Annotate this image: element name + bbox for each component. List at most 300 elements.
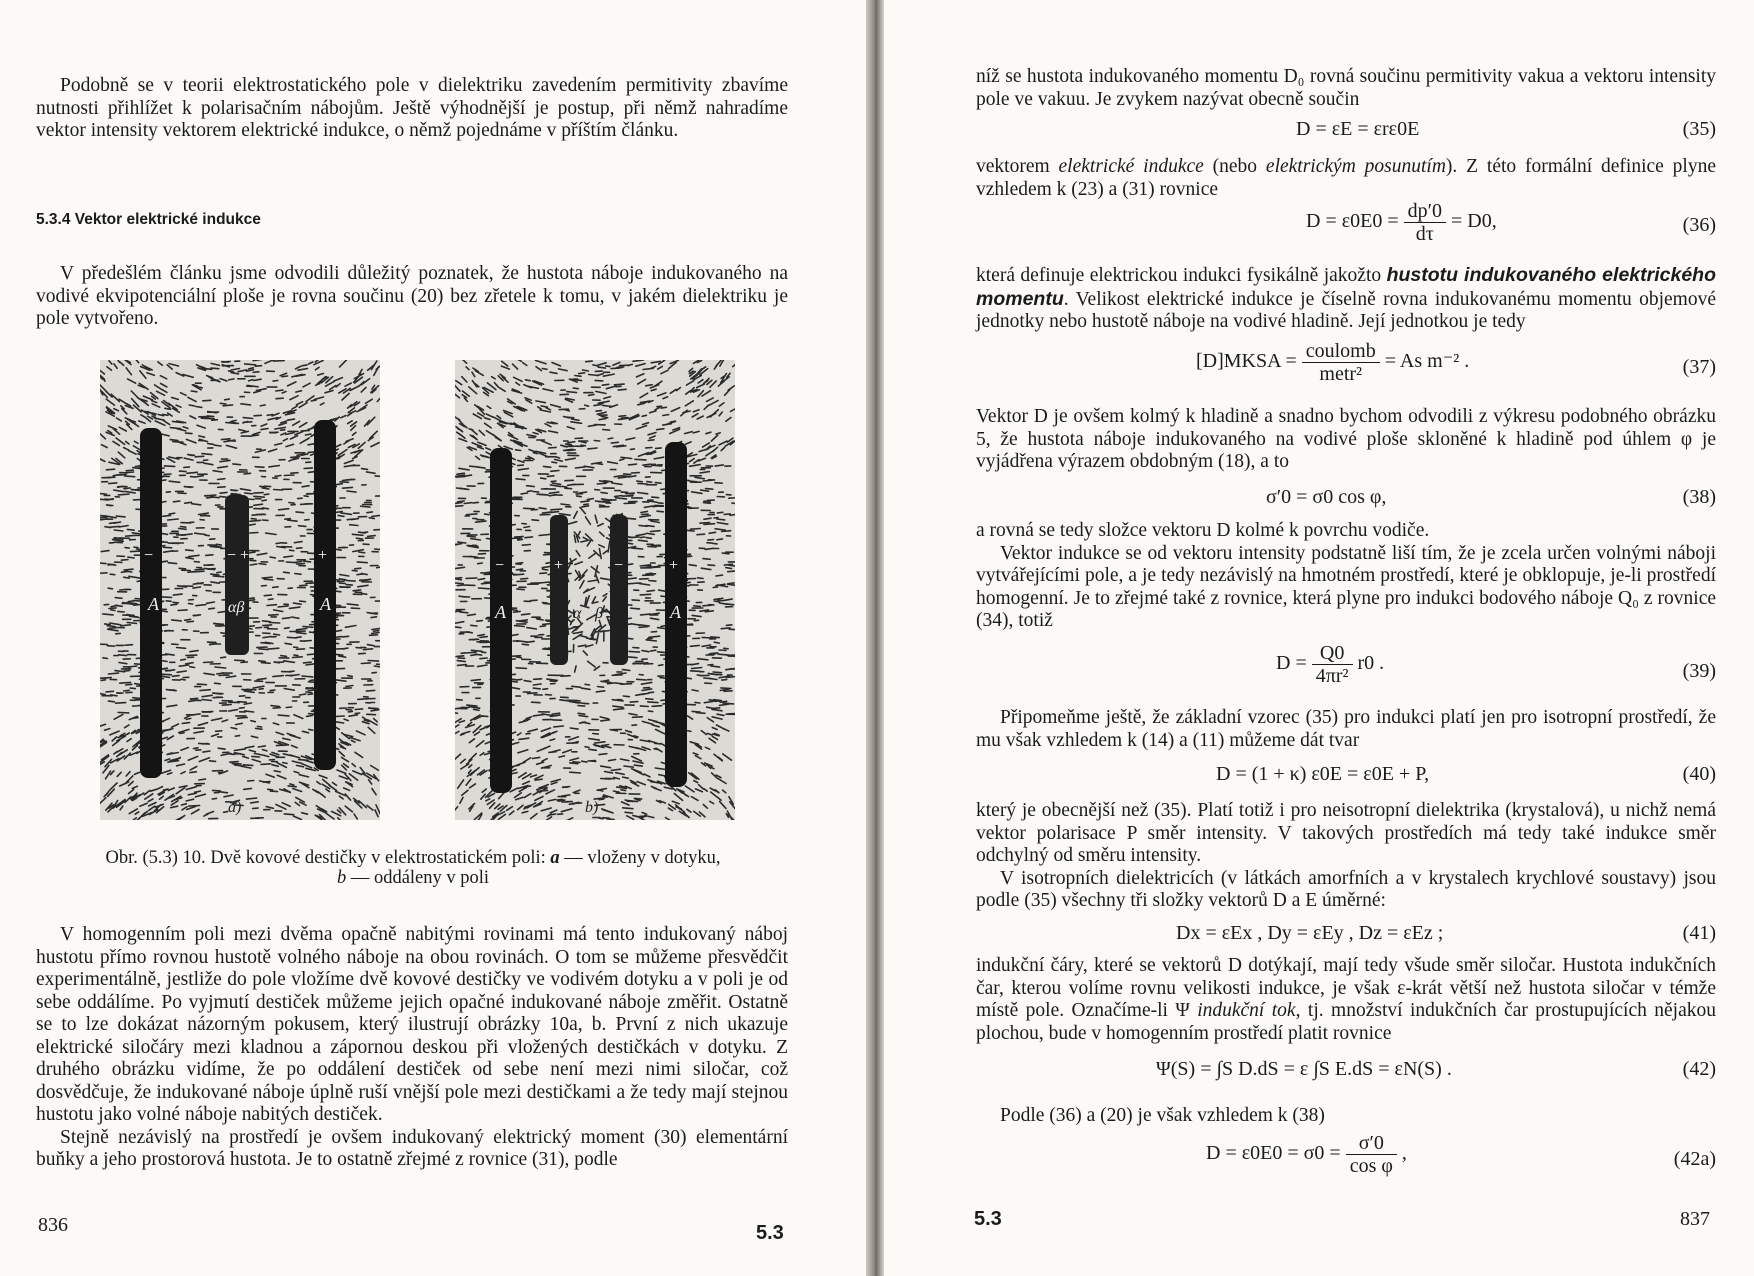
- iron-filing: [184, 487, 191, 488]
- plate-label-left: A: [148, 594, 159, 614]
- iron-filing: [205, 495, 216, 496]
- iron-filing: [285, 628, 290, 629]
- iron-filing: [294, 542, 302, 543]
- iron-filing: [589, 395, 595, 396]
- iron-filing: [540, 495, 549, 496]
- iron-filing: [632, 600, 639, 601]
- iron-filing: [593, 734, 599, 735]
- iron-filing: [363, 649, 372, 650]
- iron-filing: [135, 599, 141, 600]
- iron-filing: [109, 628, 116, 629]
- iron-filing: [225, 399, 230, 400]
- iron-filing: [127, 622, 136, 623]
- iron-filing: [471, 650, 482, 651]
- iron-filing: [663, 415, 669, 416]
- iron-filing: [188, 455, 194, 456]
- iron-filing: [473, 502, 479, 503]
- iron-filing: [276, 390, 283, 391]
- iron-filing: [698, 659, 708, 660]
- iron-filing: [458, 665, 467, 666]
- iron-filing: [297, 454, 304, 455]
- iron-filing: [100, 515, 106, 516]
- iron-filing: [288, 637, 297, 638]
- iron-filing: [466, 514, 477, 515]
- iron-filing: [527, 486, 535, 487]
- iron-filing: [127, 529, 134, 530]
- plate-label-right: A: [670, 602, 681, 622]
- iron-filing: [173, 442, 183, 443]
- iron-filing: [549, 752, 556, 753]
- iron-filing: [116, 703, 126, 704]
- iron-filing: [637, 679, 647, 680]
- iron-filing: [211, 574, 219, 575]
- iron-filing: [635, 459, 646, 460]
- iron-filing: [656, 448, 662, 449]
- iron-filing: [717, 539, 723, 540]
- iron-filing: [460, 612, 468, 613]
- iron-filing: [309, 729, 313, 730]
- iron-filing: [732, 503, 735, 504]
- iron-filing: [169, 481, 180, 482]
- page-number: 836: [38, 1214, 68, 1236]
- right-page: [884, 0, 1754, 1276]
- paragraph-7: Připomeňme ještě, že základní vzorec (35) pro indukci platí jen pro isotropní prostředí, že mu však vzhledem k (14) a (11) můžeme dát tvar: [976, 707, 1716, 751]
- iron-filing: [724, 648, 728, 649]
- iron-filing: [100, 493, 106, 494]
- iron-filing: [528, 693, 537, 694]
- iron-filing: [702, 637, 712, 638]
- figure-caption: [38, 848, 788, 888]
- iron-filing: [511, 609, 517, 610]
- iron-filing: [568, 484, 575, 485]
- iron-filing: [712, 543, 717, 544]
- iron-filing: [335, 668, 345, 669]
- paragraph-1: níž se hustota indukovaného momentu D₀ rovná součinu permitivity vakua a vektoru intensity pole ve vakuu. Je zvykem nazývat obecně součin: [976, 66, 1716, 110]
- iron-filing: [706, 489, 713, 490]
- iron-filing: [162, 597, 171, 598]
- iron-filing: [254, 496, 264, 497]
- iron-filing: [217, 572, 221, 573]
- iron-filing: [288, 419, 295, 420]
- iron-filing: [467, 545, 478, 546]
- paragraph-homogeneous: V homogenním poli mezi dvěma opačně nabitými rovinami má tento indukovaný náboj hustotu přímo rovnou hustotě volného náboje na obou rovinách. O tom se můžeme přesvědčit experimentálně, jestliže do pole vložíme dvě kovové destičky ve vodivém dotyku a v poli je od sebe oddálíme. Po vyjmutí destiček můžeme jejich opačné indukované náboje změřit. Ostatně se to lze dokázat názorným pokusem, který ilustrují obrázky 10a, b. První z nich ukazuje elektrické siločáry mezi kladnou a zápornou deskou při vložených destičkách v dotyku. Z druhého obrázku vidíme, že po oddálení destiček od sebe není mezi nimi siločar, což dosvědčuje, že indukované náboje úplně ruší vnější pole mezi destičkami a že tedy mají stejnou hustotu jako volné náboje nabitých destiček.: [36, 924, 788, 1125]
- iron-filing: [267, 605, 276, 606]
- iron-filing: [570, 728, 578, 729]
- iron-filing: [516, 450, 521, 451]
- iron-filing: [109, 608, 116, 609]
- iron-filing: [601, 492, 607, 493]
- iron-filing: [170, 428, 180, 429]
- equation-42a: D = ε0E0 = σ0 = $\frac{\sigma'0}{\text{cos φ}}$ , (42a): [1206, 1132, 1716, 1177]
- iron-filing: [480, 658, 487, 659]
- iron-filing: [300, 601, 306, 602]
- sign-3: +: [240, 547, 250, 564]
- iron-filing: [306, 583, 311, 584]
- iron-filing: [640, 706, 648, 707]
- iron-filing: [214, 624, 223, 625]
- iron-filing: [270, 690, 275, 691]
- iron-filing: [252, 514, 263, 515]
- iron-filing: [573, 762, 580, 763]
- iron-filing: [566, 417, 573, 418]
- iron-filing: [628, 801, 638, 802]
- iron-filing: [193, 571, 204, 572]
- iron-filing: [343, 636, 349, 637]
- iron-filing: [215, 683, 221, 684]
- iron-filing: [308, 694, 313, 695]
- iron-filing: [309, 714, 315, 715]
- iron-filing: [552, 713, 559, 714]
- iron-filing: [222, 704, 231, 705]
- iron-filing: [374, 631, 379, 632]
- iron-filing: [530, 600, 537, 601]
- iron-filing: [170, 440, 178, 441]
- iron-filing: [623, 777, 629, 778]
- iron-filing: [525, 537, 533, 538]
- iron-filing: [179, 528, 187, 529]
- caption-a: a: [550, 848, 560, 868]
- iron-filing: [124, 690, 130, 691]
- iron-filing: [578, 713, 585, 714]
- iron-filing: [186, 433, 193, 434]
- iron-filing: [643, 464, 650, 465]
- iron-filing: [591, 761, 596, 762]
- iron-filing: [641, 537, 645, 538]
- iron-filing: [724, 514, 730, 515]
- iron-filing: [583, 370, 589, 371]
- iron-filing: [103, 614, 113, 615]
- iron-filing: [164, 466, 174, 467]
- iron-filing: [221, 657, 226, 658]
- iron-filing: [714, 642, 719, 643]
- book-gutter: [866, 0, 884, 1276]
- iron-filing: [285, 519, 291, 520]
- equation-39: D = $\frac{Q0}{\text{4πr²}}$ r0 . (39): [1276, 642, 1716, 687]
- iron-filing: [514, 574, 524, 575]
- iron-filing: [108, 564, 114, 565]
- iron-filing: [600, 505, 605, 506]
- iron-filing: [213, 576, 224, 577]
- iron-filing: [296, 512, 304, 513]
- iron-filing: [279, 509, 289, 510]
- iron-filing: [586, 361, 593, 362]
- iron-filing: [336, 549, 341, 550]
- iron-filing: [372, 515, 380, 516]
- iron-filing: [700, 523, 710, 524]
- iron-filing: [188, 572, 194, 573]
- iron-filing: [307, 716, 313, 717]
- iron-filing: [202, 454, 212, 455]
- iron-filing: [196, 407, 202, 408]
- intro-paragraph: Podobně se v teorii elektrostatického pole v dielektriku zavedením permitivity zbavíme nutnosti přihlížet k polarisačním nábojům. Ještě výhodnější je postup, při němž nahradíme vektor intensity vektorem elektrické indukce, o němž pojednáme v příštím článku.: [36, 75, 788, 141]
- iron-filing: [177, 648, 186, 649]
- iron-filing: [199, 779, 206, 780]
- iron-filing: [566, 444, 572, 445]
- iron-filing: [455, 506, 463, 507]
- plate-middle: [225, 495, 249, 655]
- iron-filing: [652, 497, 659, 498]
- iron-filing: [166, 601, 171, 602]
- iron-filing: [646, 699, 653, 700]
- iron-filing: [114, 542, 122, 543]
- iron-filing: [478, 554, 485, 555]
- plate-alpha: [550, 515, 568, 665]
- iron-filing: [551, 471, 559, 472]
- iron-filing: [220, 492, 227, 493]
- iron-filing: [274, 490, 283, 491]
- iron-filing: [596, 411, 601, 412]
- iron-filing: [616, 446, 626, 447]
- iron-filing: [359, 653, 366, 654]
- iron-filing: [258, 746, 265, 747]
- iron-filing: [355, 713, 360, 714]
- iron-filing: [639, 627, 648, 628]
- iron-filing: [259, 564, 266, 565]
- iron-filing: [478, 635, 485, 636]
- iron-filing: [262, 577, 272, 578]
- iron-filing: [551, 512, 559, 513]
- iron-filing: [270, 623, 280, 624]
- iron-filing: [303, 662, 311, 663]
- iron-filing: [126, 684, 132, 685]
- iron-filing: [540, 582, 549, 583]
- iron-filing: [471, 625, 477, 626]
- iron-filing: [516, 563, 523, 564]
- iron-filing: [655, 483, 661, 484]
- iron-filing: [361, 663, 370, 664]
- iron-filing: [129, 601, 135, 602]
- iron-filing: [187, 621, 194, 622]
- iron-filing: [244, 473, 251, 474]
- iron-filing: [305, 434, 311, 435]
- iron-filing: [163, 547, 171, 548]
- iron-filing: [587, 499, 593, 500]
- iron-filing: [657, 406, 662, 407]
- iron-filing: [570, 763, 578, 764]
- iron-filing: [215, 445, 221, 446]
- iron-filing: [211, 497, 219, 498]
- iron-filing: [172, 620, 182, 621]
- iron-filing: [252, 756, 260, 757]
- iron-filing: [291, 473, 298, 474]
- iron-filing: [581, 501, 589, 502]
- iron-filing: [369, 518, 374, 519]
- iron-filing: [239, 708, 244, 709]
- iron-filing: [598, 367, 605, 368]
- iron-filing: [229, 379, 234, 380]
- iron-filing: [649, 692, 653, 693]
- iron-filing: [692, 668, 702, 669]
- iron-filing: [723, 703, 734, 704]
- iron-filing: [543, 689, 548, 690]
- iron-filing: [466, 652, 476, 653]
- iron-filing: [470, 466, 478, 467]
- iron-filing: [516, 569, 522, 570]
- iron-filing: [200, 690, 210, 691]
- iron-filing: [477, 621, 483, 622]
- iron-filing: [551, 481, 556, 482]
- iron-filing: [215, 667, 226, 668]
- iron-filing: [704, 678, 712, 679]
- iron-filing: [283, 618, 291, 619]
- iron-filing: [189, 405, 194, 406]
- iron-filing: [728, 571, 735, 572]
- iron-filing: [621, 492, 625, 493]
- iron-filing: [213, 790, 221, 791]
- iron-filing: [651, 650, 656, 651]
- iron-filing: [598, 790, 603, 791]
- iron-filing: [658, 503, 663, 504]
- iron-filing: [114, 530, 123, 531]
- iron-filing: [631, 608, 640, 609]
- sign-4: +: [318, 547, 328, 564]
- iron-filing: [711, 653, 718, 654]
- iron-filing: [250, 564, 257, 565]
- iron-filing: [626, 493, 635, 494]
- iron-filing: [696, 713, 705, 714]
- plate-label-alpha: α: [573, 605, 582, 622]
- iron-filing: [290, 550, 294, 551]
- iron-filing: [632, 548, 643, 549]
- iron-filing: [361, 506, 370, 507]
- iron-filing: [166, 690, 176, 691]
- iron-filing: [105, 624, 111, 625]
- iron-filing: [204, 662, 213, 663]
- iron-filing: [233, 464, 241, 465]
- iron-filing: [261, 663, 270, 664]
- plate-label-middle: αβ: [228, 599, 245, 616]
- iron-filing: [100, 517, 107, 518]
- iron-filing: [131, 489, 139, 490]
- iron-filing: [717, 512, 723, 513]
- iron-filing: [231, 490, 238, 491]
- iron-filing: [526, 641, 534, 642]
- iron-filing: [517, 589, 524, 590]
- iron-filing: [467, 705, 477, 706]
- iron-filing: [263, 625, 272, 626]
- iron-filing: [186, 550, 194, 551]
- iron-filing: [547, 476, 554, 477]
- iron-filing: [518, 465, 524, 466]
- iron-filing: [218, 479, 225, 480]
- iron-filing: [362, 594, 367, 595]
- panel-label-b: b): [585, 799, 599, 816]
- iron-filing: [589, 749, 596, 750]
- iron-filing: [722, 680, 727, 681]
- iron-filing: [464, 503, 471, 504]
- iron-filing: [355, 568, 361, 569]
- iron-filing: [575, 467, 585, 468]
- iron-filing: [368, 661, 378, 662]
- iron-filing: [618, 389, 626, 390]
- iron-filing: [281, 656, 287, 657]
- iron-filing: [593, 365, 598, 366]
- iron-filing: [101, 551, 109, 552]
- iron-filing: [222, 362, 230, 363]
- iron-filing: [218, 748, 225, 749]
- iron-filing: [541, 478, 546, 479]
- iron-filing: [245, 493, 253, 494]
- iron-filing: [288, 786, 296, 787]
- iron-filing: [173, 501, 179, 502]
- iron-filing: [262, 500, 266, 501]
- iron-filing: [255, 467, 264, 468]
- iron-filing: [189, 806, 200, 807]
- iron-filing: [359, 532, 366, 533]
- iron-filing: [539, 508, 546, 509]
- iron-filing: [284, 572, 290, 573]
- iron-filing: [372, 632, 379, 633]
- iron-filing: [303, 626, 313, 627]
- iron-filing: [250, 533, 258, 534]
- iron-filing: [368, 536, 376, 537]
- iron-filing: [302, 486, 309, 487]
- page-number: 837: [1680, 1208, 1710, 1230]
- iron-filing: [210, 546, 219, 547]
- left-page: [0, 0, 866, 1276]
- iron-filing: [108, 673, 118, 674]
- iron-filing: [540, 626, 545, 627]
- iron-filing: [580, 492, 587, 493]
- iron-filing: [552, 462, 557, 463]
- iron-filing: [455, 713, 458, 714]
- iron-filing: [361, 574, 367, 575]
- iron-filing: [517, 679, 522, 680]
- iron-filing: [614, 384, 624, 385]
- iron-filing: [193, 587, 201, 588]
- iron-filing: [121, 625, 131, 626]
- iron-filing: [307, 654, 313, 655]
- iron-filing: [603, 430, 610, 431]
- iron-filing: [263, 621, 271, 622]
- iron-filing: [294, 655, 298, 656]
- iron-filing: [601, 779, 610, 780]
- iron-filing: [243, 765, 252, 766]
- iron-filing: [478, 467, 485, 468]
- iron-filing: [578, 706, 585, 707]
- iron-filing: [622, 670, 629, 671]
- equation-36: D = ε0E0 = $\frac{dp'0}{d\tau}$ = D0, (36): [1306, 200, 1716, 245]
- iron-filing: [107, 505, 111, 506]
- iron-filing: [579, 373, 585, 374]
- iron-filing: [130, 688, 135, 689]
- iron-filing: [532, 757, 539, 758]
- iron-filing: [274, 361, 285, 362]
- iron-filing: [628, 657, 637, 658]
- iron-filing: [637, 481, 643, 482]
- iron-filing: [689, 565, 696, 566]
- iron-filing: [105, 527, 111, 528]
- iron-filing: [268, 648, 279, 649]
- iron-filing: [191, 698, 198, 699]
- iron-filing: [377, 567, 380, 568]
- iron-filing: [611, 368, 619, 369]
- iron-filing: [521, 578, 528, 579]
- iron-filing: [476, 521, 487, 522]
- iron-filing: [171, 604, 177, 605]
- iron-filing: [585, 684, 589, 685]
- iron-filing: [221, 439, 230, 440]
- iron-filing: [560, 700, 569, 701]
- iron-filing: [282, 376, 288, 377]
- iron-filing: [649, 581, 656, 582]
- iron-filing: [639, 817, 643, 818]
- iron-filing: [526, 733, 530, 734]
- iron-filing: [457, 700, 463, 701]
- iron-filing: [526, 458, 531, 459]
- iron-filing: [615, 496, 622, 497]
- iron-filing: [589, 375, 599, 376]
